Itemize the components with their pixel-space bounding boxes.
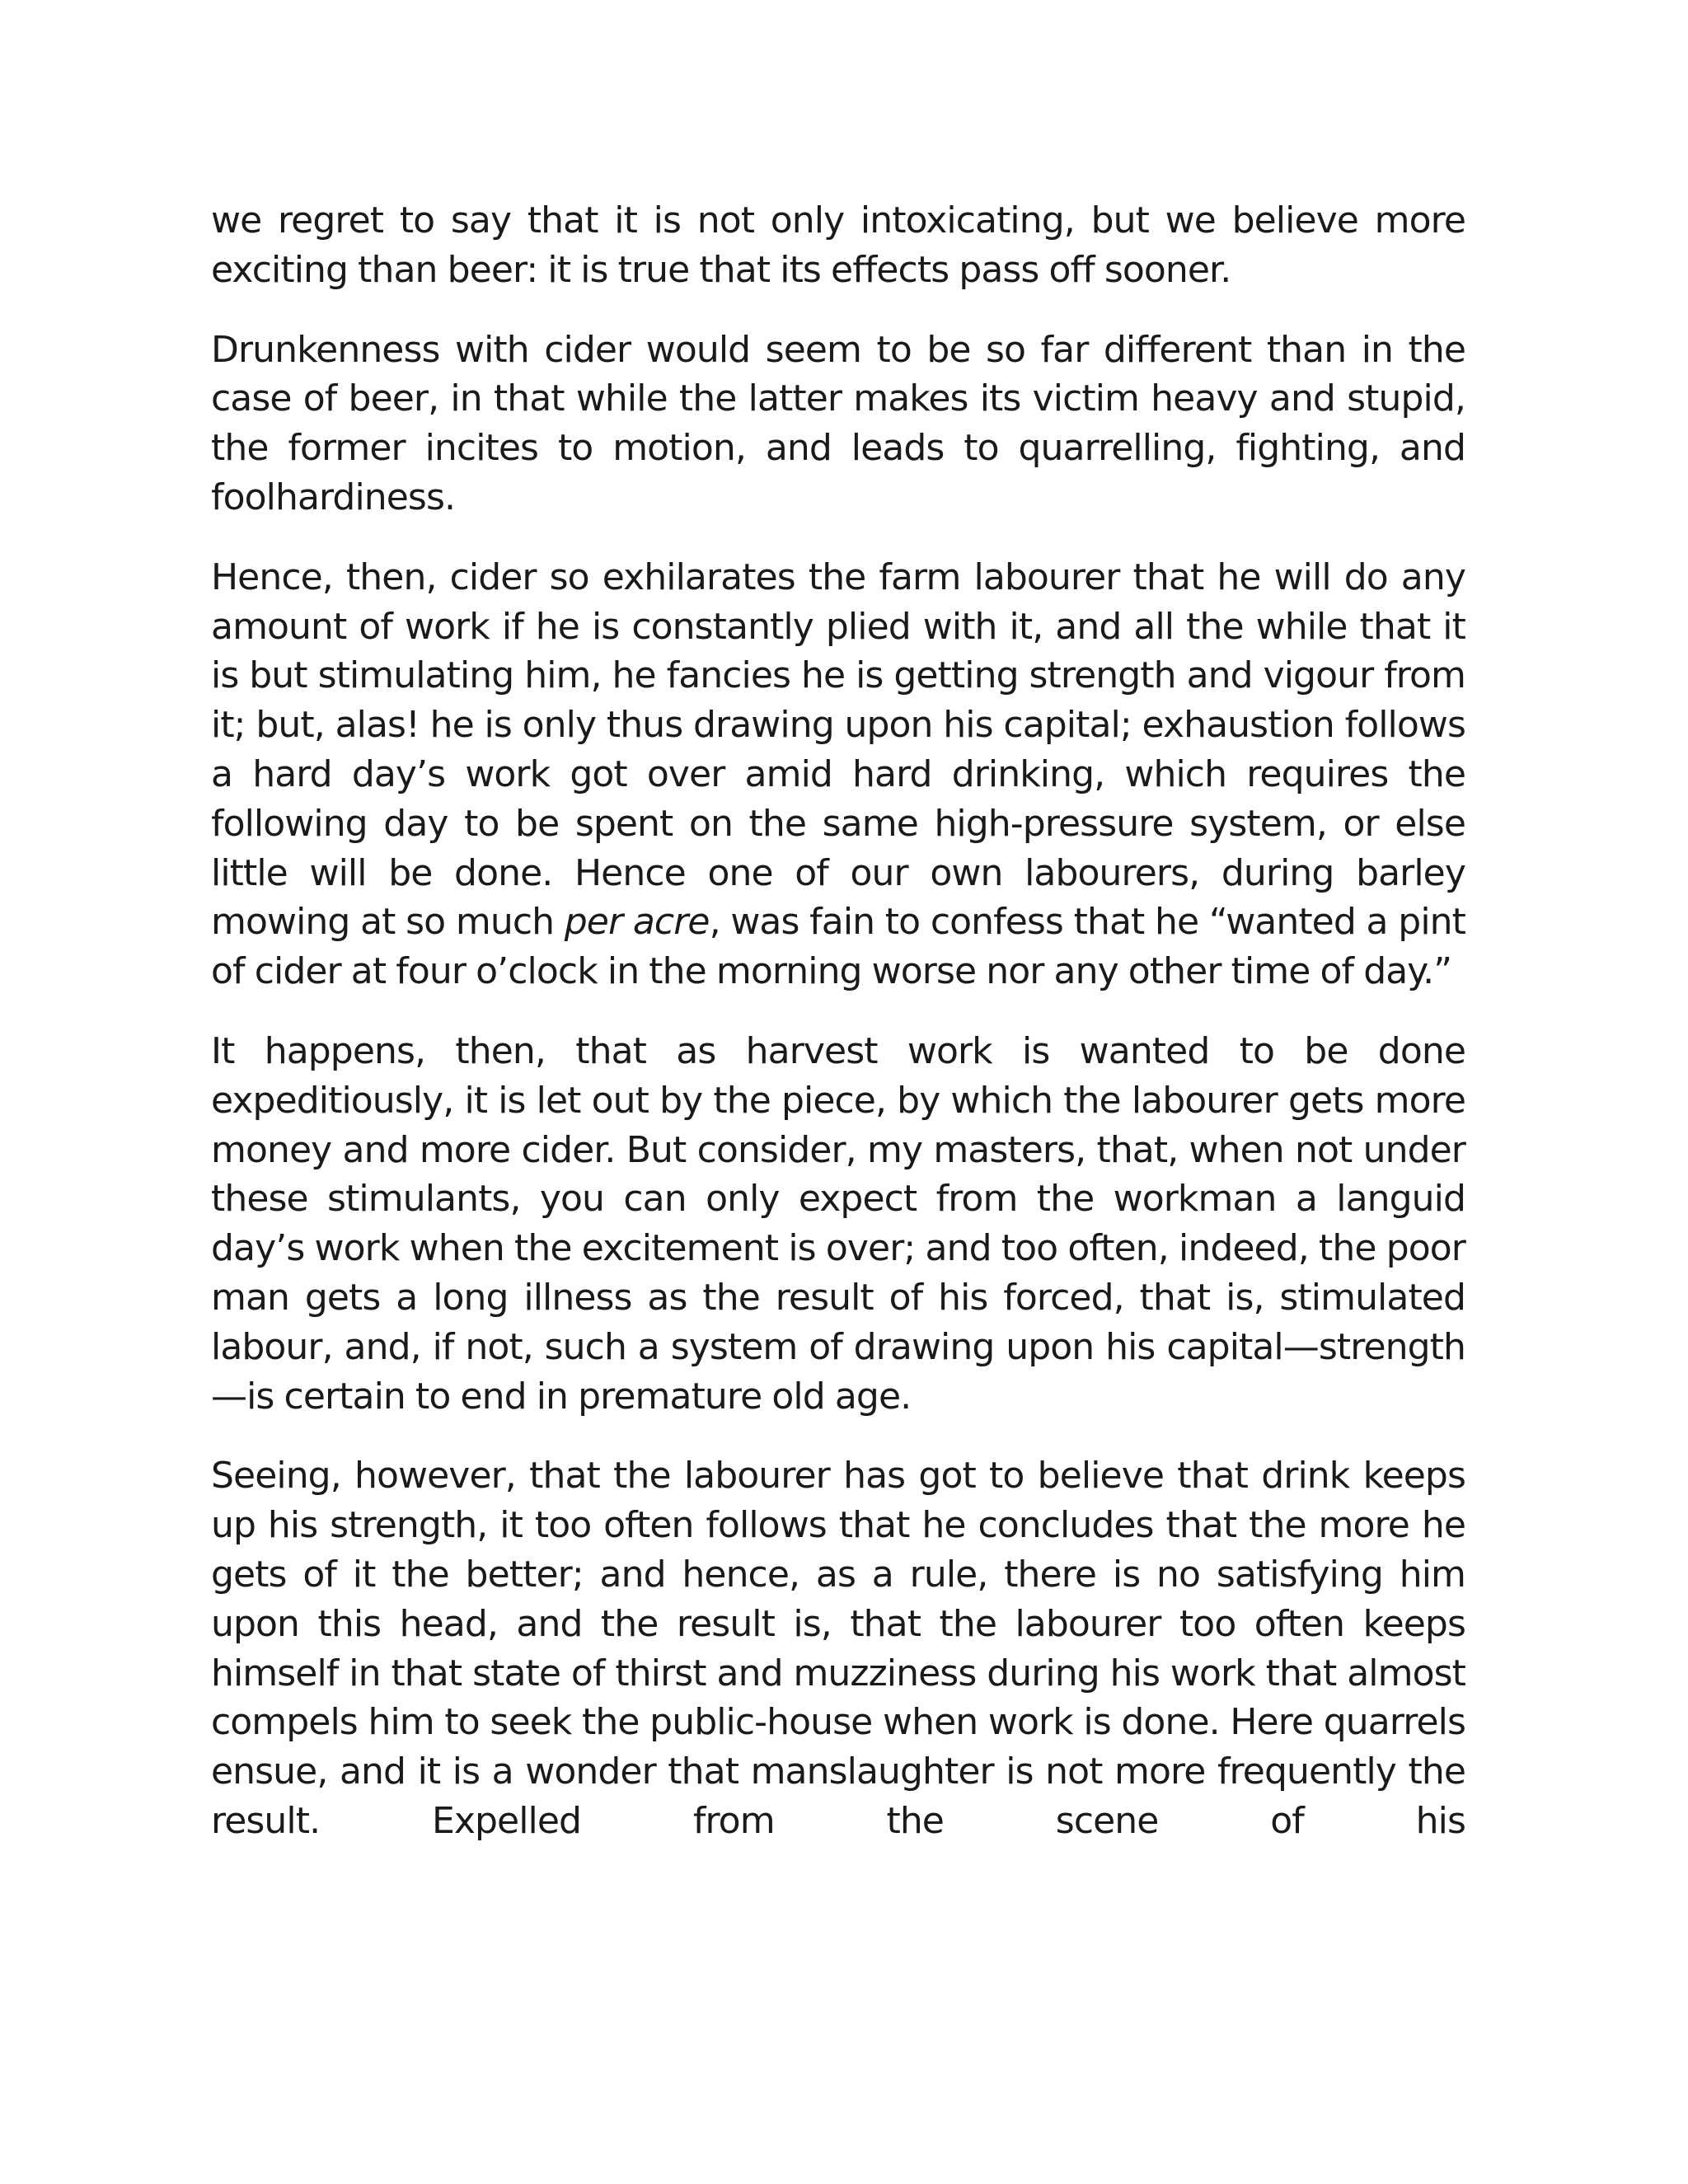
paragraph-4: It happens, then, that as harvest work is wanted to be done expeditiously, it is let out by the piece, by which the labourer gets more money and more cider. But consider, my masters, that, when not under these stimulants, you can only expect from the workman a languid day’s work when the excitement is over; and too often, indeed, the poor man gets a long illness as the result of his forced, that is, stimulated labour, and, if not, such a system of drawing upon his capital—strength—is certain to end in premature old age. xyxy=(211,1029,1465,1418)
paragraph-2: Drunkenness with cider would seem to be so far different than in the case of beer, in that while the latter makes its victim heavy and stupid, the former incites to motion, and leads to quarrelling, fighting, and foolhardiness. xyxy=(211,328,1465,518)
paragraph-1: we regret to say that it is not only intoxicating, but we believe more exciting than beer: it is true that its effects pass off sooner. xyxy=(211,199,1465,291)
paragraph-3-text-end: , was fain to confess that he “wanted a pint of cider at four o’clock in the morning worse nor any other time of day.” xyxy=(211,901,1465,993)
body-text xyxy=(211,196,1465,1846)
italic-phrase: per acre xyxy=(564,901,710,944)
paragraph-5: Seeing, however, that the labourer has got to believe that drink keeps up his strength, it too often follows that he concludes that the more he gets of it the better; and hence, as a rule, there is no satisfying him upon this head, and the result is, that the labourer too often keeps himself in that state of thirst and muzziness during his work that almost compels him to seek the public-house when work is done. Here quarrels ensue, and it is a wonder that manslaughter is not more frequently the result. Expelled from the scene of his xyxy=(211,1455,1465,1842)
paragraph-3-text-start: Hence, then, cider so exhilarates the farm labourer that he will do any amount of work if he is constantly plied with it, and all the while that it is but stimulating him, he fancies he is getting strength and vigour from it; but, alas! he is only thus drawing upon his capital; exhaustion follows a hard day’s work got over amid hard drinking, which requires the following day to be spent on the same high-pressure system, or else little will be done. Hence one of our own labourers, during barley mowing at so much xyxy=(211,555,1465,944)
paragraph-3 xyxy=(211,553,1465,996)
